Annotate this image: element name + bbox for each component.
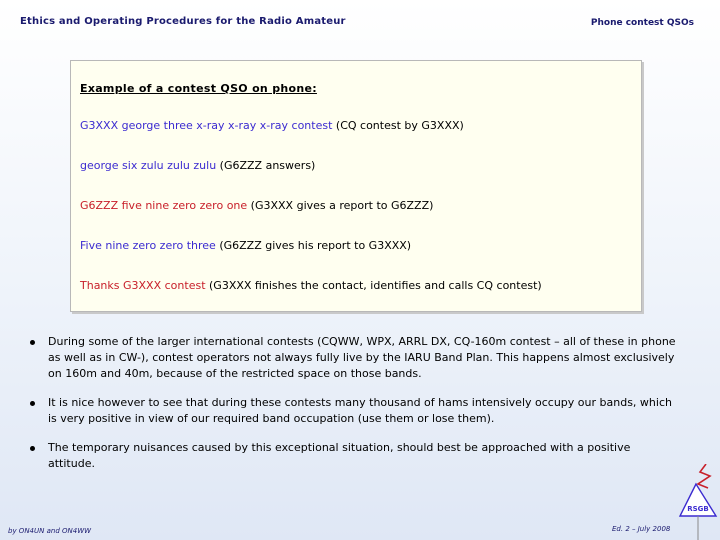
qso-line-note: (G3XXX finishes the contact, identifies and calls CQ contest) [209,279,542,292]
qso-line-note: (CQ contest by G3XXX) [335,119,464,132]
qso-line-voice: G6ZZZ five nine zero zero one [80,199,248,212]
bullet-text: It is nice however to see that during these contests many thousand of hams intensively occupy our bands, which is very positive in view of our required band occupation (use them or lose them). [48,396,672,425]
qso-line-voice: george six zulu zulu zulu [80,159,217,172]
qso-line-voice: Five nine zero zero three [80,239,216,252]
footer-authors: by ON4UN and ON4WW [8,527,92,535]
qso-example-box [70,60,642,312]
bullet-item [30,440,680,472]
bullet-item [30,395,680,427]
logo-text: RSGB [687,505,709,513]
qso-line [80,199,641,239]
qso-line [80,159,641,199]
bullet-list [30,334,680,485]
bullet-dot-icon [30,401,35,406]
section-title: Phone contest QSOs [590,18,694,28]
qso-line [80,119,641,159]
footer-edition: Ed. 2 – July 2008 [612,525,671,533]
bullet-dot-icon [30,340,35,345]
rsgb-logo-icon [676,464,720,540]
qso-example-title: Example of a contest QSO on phone: [80,82,317,95]
lightning-bolt-icon [698,464,710,488]
qso-line-voice: Thanks G3XXX contest [80,279,206,292]
qso-line-note: (G6ZZZ answers) [219,159,316,172]
bullet-item [30,334,680,382]
qso-line-note: (G6ZZZ gives his report to G3XXX) [219,239,412,252]
bullet-dot-icon [30,446,35,451]
qso-line [80,239,641,279]
qso-line-voice: G3XXX george three x-ray x-ray x-ray contest [80,119,333,132]
qso-line [80,279,641,319]
bullet-text: During some of the larger international contests (CQWW, WPX, ARRL DX, CQ-160m contest – all of these in phone as well as in CW-), contest operators not always fully live by the IARU Band Plan. This happens almost exclusively on 160m and 40m, because of the restricted space on those bands. [48,335,676,380]
document-title: Ethics and Operating Procedures for the Radio Amateur [20,16,346,27]
bullet-text: The temporary nuisances caused by this exceptional situation, should best be approached with a positive attitude. [48,441,631,470]
qso-line-note: (G3XXX gives a report to G6ZZZ) [250,199,434,212]
